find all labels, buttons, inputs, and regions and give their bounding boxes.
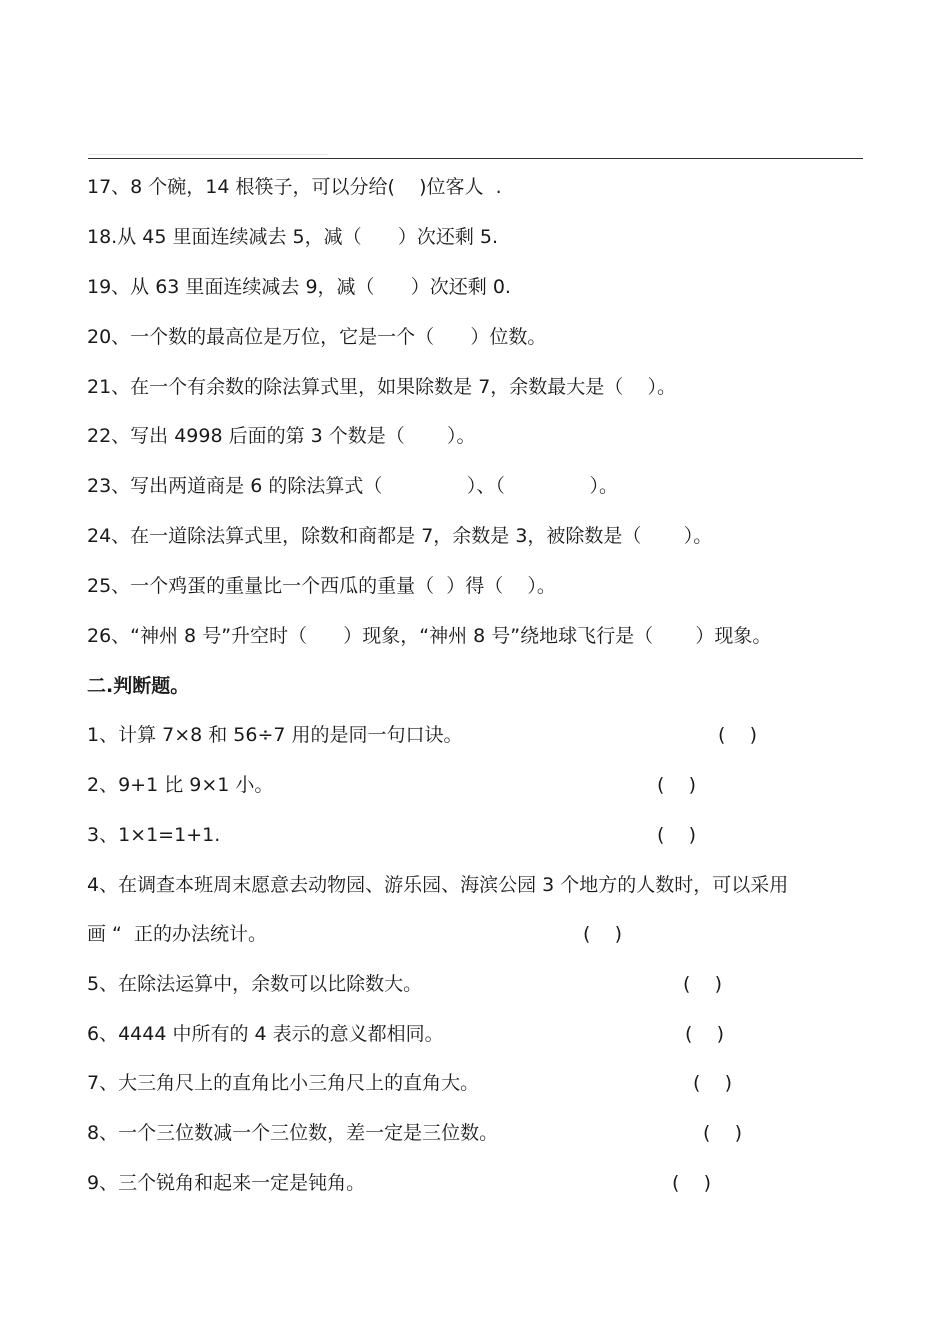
judge-item-2-answer-mark: ( ) xyxy=(657,774,696,796)
judge-item-1: 1、计算 7×8 和 56÷7 用的是同一句口诀。 xyxy=(87,724,463,746)
question-23: 23、写出两道商是 6 的除法算式（ ）、（ ）。 xyxy=(87,475,618,497)
judge-item-4-answer-mark: ( ) xyxy=(583,923,622,945)
question-17: 17、8 个碗，14 根筷子，可以分给( )位客人 . xyxy=(87,176,502,198)
judge-item-8: 8、一个三位数减一个三位数，差一定是三位数。 xyxy=(87,1122,499,1144)
judge-item-5-answer-mark: ( ) xyxy=(683,973,722,995)
question-21: 21、在一个有余数的除法算式里，如果除数是 7，余数最大是（ ）。 xyxy=(87,376,676,398)
judge-item-3: 3、1×1=1+1. xyxy=(87,824,221,846)
question-25: 25、一个鸡蛋的重量比一个西瓜的重量（ ）得（ ）。 xyxy=(87,575,556,597)
judge-item-1-answer-mark: ( ) xyxy=(718,724,757,746)
question-22: 22、写出 4998 后面的第 3 个数是（ ）。 xyxy=(87,425,476,447)
judge-item-5: 5、在除法运算中，余数可以比除数大。 xyxy=(87,973,423,995)
judge-item-9-answer-mark: ( ) xyxy=(672,1172,711,1194)
judge-item-4-continued: 画 “ 正的办法统计。 xyxy=(87,923,267,945)
section-title-judge: 二.判断题。 xyxy=(87,675,190,697)
question-19: 19、从 63 里面连续减去 9，减（ ）次还剩 0. xyxy=(87,276,511,298)
judge-item-6-answer-mark: ( ) xyxy=(685,1023,724,1045)
judge-item-2: 2、9+1 比 9×1 小。 xyxy=(87,774,274,796)
judge-item-7-answer-mark: ( ) xyxy=(693,1072,732,1094)
question-20: 20、一个数的最高位是万位，它是一个（ ）位数。 xyxy=(87,326,547,348)
header-rule xyxy=(88,158,863,159)
question-24: 24、在一道除法算式里，除数和商都是 7，余数是 3，被除数是（ ）。 xyxy=(87,525,713,547)
judge-item-8-answer-mark: ( ) xyxy=(703,1122,742,1144)
judge-item-7: 7、大三角尺上的直角比小三角尺上的直角大。 xyxy=(87,1072,480,1094)
judge-item-3-answer-mark: ( ) xyxy=(657,824,696,846)
header-faint-rule xyxy=(88,154,328,155)
judge-item-9: 9、三个锐角和起来一定是钝角。 xyxy=(87,1172,366,1194)
question-18: 18.从 45 里面连续减去 5，减（ ）次还剩 5. xyxy=(87,226,499,248)
question-26: 26、“神州 8 号”升空时（ ）现象，“神州 8 号”绕地球飞行是（ ）现象。 xyxy=(87,625,772,647)
judge-item-6: 6、4444 中所有的 4 表示的意义都相同。 xyxy=(87,1023,444,1045)
judge-item-4: 4、在调查本班周末愿意去动物园、游乐园、海滨公园 3 个地方的人数时，可以采用 xyxy=(87,874,789,896)
